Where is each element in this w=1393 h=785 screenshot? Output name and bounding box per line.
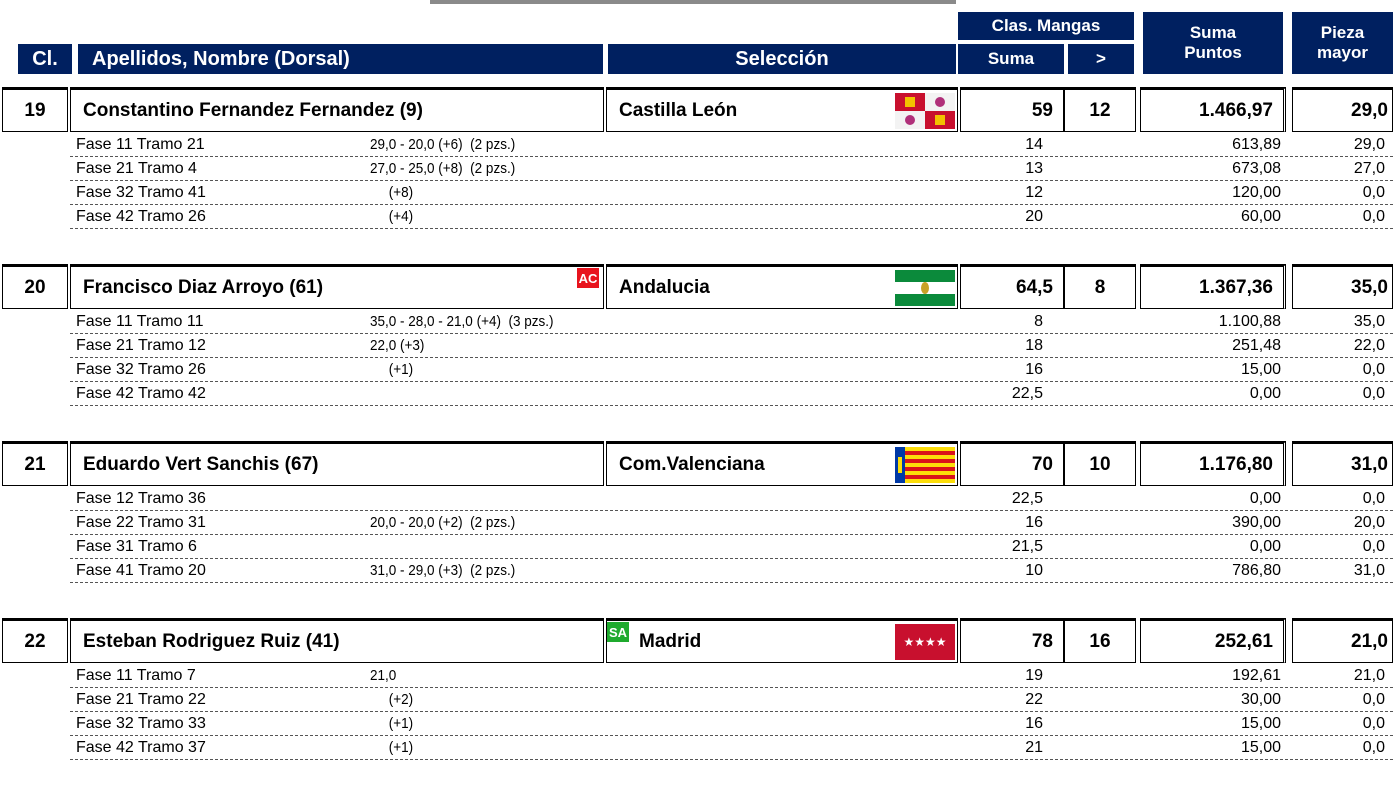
detail-row xyxy=(0,206,1393,229)
dashed-divider xyxy=(70,759,1393,760)
detail-puntos: 613,89 xyxy=(1232,136,1281,153)
competitor-name: Francisco Diaz Arroyo (61) xyxy=(83,276,324,298)
selection-name: Madrid xyxy=(639,630,702,652)
detail-row xyxy=(0,560,1393,583)
puntos-cell xyxy=(1140,618,1286,663)
detail-row xyxy=(0,488,1393,511)
name-cell xyxy=(70,87,604,132)
detail-pieza: 0,0 xyxy=(1362,691,1385,708)
pieza-mayor: 35,0 xyxy=(1351,276,1388,298)
fase-tramo: Fase 21 Tramo 22 xyxy=(76,691,206,708)
suma-puntos: 1.176,80 xyxy=(1199,453,1273,475)
detail-puntos: 15,00 xyxy=(1240,739,1281,756)
gt-cell xyxy=(1064,87,1136,132)
selection-name: Andalucia xyxy=(619,276,710,298)
dashed-divider xyxy=(70,333,1393,334)
dashed-divider xyxy=(70,687,1393,688)
detail-puntos: 1.100,88 xyxy=(1218,313,1281,330)
header-suma: Suma xyxy=(958,44,1064,74)
rank-cell xyxy=(2,441,68,486)
pieces: 29,0 - 20,0 (+6) (2 pzs.) xyxy=(370,136,516,153)
suma: 78 xyxy=(1031,630,1053,652)
detail-suma: 10 xyxy=(1025,562,1043,579)
pieces: (+1) xyxy=(370,361,414,378)
name-cell xyxy=(70,618,604,663)
suma: 64,5 xyxy=(1016,276,1053,298)
pieza-cell xyxy=(1292,264,1393,309)
pieces: 31,0 - 29,0 (+3) (2 pzs.) xyxy=(370,562,516,579)
header-clas-mangas: Clas. Mangas xyxy=(958,12,1134,40)
gt: 8 xyxy=(1094,276,1106,298)
fase-tramo: Fase 32 Tramo 26 xyxy=(76,361,206,378)
detail-suma: 13 xyxy=(1025,160,1043,177)
header-suma-puntos xyxy=(1143,12,1283,74)
detail-suma: 19 xyxy=(1025,667,1043,684)
fase-tramo: Fase 41 Tramo 20 xyxy=(76,562,206,579)
header-suma-puntos-line2: Puntos xyxy=(1184,43,1242,62)
detail-pieza: 29,0 xyxy=(1353,136,1385,153)
dashed-divider xyxy=(70,228,1393,229)
detail-suma: 8 xyxy=(1034,313,1043,330)
detail-puntos: 0,00 xyxy=(1249,490,1281,507)
detail-puntos: 673,08 xyxy=(1232,160,1281,177)
fase-tramo: Fase 12 Tramo 36 xyxy=(76,490,206,507)
top-divider xyxy=(430,0,956,4)
andalucia-flag xyxy=(895,270,955,306)
detail-puntos: 390,00 xyxy=(1232,514,1281,531)
detail-puntos: 15,00 xyxy=(1240,715,1281,732)
detail-row xyxy=(0,134,1393,157)
fase-tramo: Fase 21 Tramo 12 xyxy=(76,337,206,354)
detail-row xyxy=(0,713,1393,736)
dashed-divider xyxy=(70,558,1393,559)
header-pieza-line2: mayor xyxy=(1316,43,1369,62)
competitor-row xyxy=(0,618,1393,663)
detail-pieza: 35,0 xyxy=(1353,313,1385,330)
suma-puntos: 252,61 xyxy=(1214,630,1273,652)
dashed-divider xyxy=(70,534,1393,535)
header-gt: > xyxy=(1068,44,1134,74)
pieces: 35,0 - 28,0 - 21,0 (+4) (3 pzs.) xyxy=(370,313,554,330)
name-cell xyxy=(70,264,604,309)
detail-row xyxy=(0,512,1393,535)
detail-suma: 16 xyxy=(1025,514,1043,531)
fase-tramo: Fase 42 Tramo 26 xyxy=(76,208,206,225)
pieces: 22,0 (+3) xyxy=(370,337,425,354)
detail-pieza: 31,0 xyxy=(1353,562,1385,579)
selection-cell xyxy=(606,618,958,663)
pieces: (+2) xyxy=(370,691,414,708)
competitor-row xyxy=(0,441,1393,486)
rank: 22 xyxy=(24,630,46,652)
selection-name: Castilla León xyxy=(619,99,738,121)
rank: 19 xyxy=(24,99,46,121)
fase-tramo: Fase 42 Tramo 37 xyxy=(76,739,206,756)
pieces: (+1) xyxy=(370,715,414,732)
dashed-divider xyxy=(70,510,1393,511)
detail-suma: 22,5 xyxy=(1011,490,1043,507)
header-seleccion: Selección xyxy=(608,44,956,74)
detail-puntos: 0,00 xyxy=(1249,385,1281,402)
detail-suma: 12 xyxy=(1025,184,1043,201)
puntos-cell xyxy=(1140,264,1286,309)
detail-row xyxy=(0,737,1393,760)
competitor-row xyxy=(0,87,1393,132)
competitor-name: Constantino Fernandez Fernandez (9) xyxy=(83,99,423,121)
detail-pieza: 0,0 xyxy=(1362,208,1385,225)
dashed-divider xyxy=(70,711,1393,712)
gt: 12 xyxy=(1089,99,1111,121)
header-cl: Cl. xyxy=(18,44,72,74)
puntos-cell xyxy=(1140,441,1286,486)
fase-tramo: Fase 11 Tramo 21 xyxy=(76,136,205,153)
selection-cell xyxy=(606,264,958,309)
suma-puntos: 1.367,36 xyxy=(1199,276,1273,298)
suma: 70 xyxy=(1031,453,1053,475)
suma: 59 xyxy=(1031,99,1053,121)
detail-suma: 20 xyxy=(1025,208,1043,225)
rank: 21 xyxy=(24,453,46,475)
detail-puntos: 15,00 xyxy=(1240,361,1281,378)
detail-puntos: 192,61 xyxy=(1232,667,1281,684)
header-pieza-line1: Pieza xyxy=(1320,23,1365,42)
detail-suma: 22 xyxy=(1025,691,1043,708)
pieces: 20,0 - 20,0 (+2) (2 pzs.) xyxy=(370,514,516,531)
detail-puntos: 60,00 xyxy=(1240,208,1281,225)
pieza-cell xyxy=(1292,618,1393,663)
dashed-divider xyxy=(70,357,1393,358)
detail-row xyxy=(0,158,1393,181)
detail-pieza: 0,0 xyxy=(1362,385,1385,402)
detail-row xyxy=(0,383,1393,406)
svg-text:★★★★: ★★★★ xyxy=(903,635,947,649)
pieza-cell xyxy=(1292,87,1393,132)
detail-pieza: 22,0 xyxy=(1353,337,1385,354)
rank: 20 xyxy=(24,276,46,298)
fase-tramo: Fase 32 Tramo 41 xyxy=(76,184,206,201)
dashed-divider xyxy=(70,156,1393,157)
competitor-name: Esteban Rodriguez Ruiz (41) xyxy=(83,630,340,652)
detail-pieza: 27,0 xyxy=(1353,160,1385,177)
puntos-cell xyxy=(1140,87,1286,132)
detail-puntos: 30,00 xyxy=(1240,691,1281,708)
pieces: (+4) xyxy=(370,208,414,225)
suma-cell xyxy=(960,264,1064,309)
rank-cell xyxy=(2,618,68,663)
gt: 10 xyxy=(1089,453,1111,475)
header-suma-puntos-line1: Suma xyxy=(1189,23,1237,42)
detail-pieza: 0,0 xyxy=(1362,715,1385,732)
suma-cell xyxy=(960,618,1064,663)
detail-puntos: 251,48 xyxy=(1232,337,1281,354)
fase-tramo: Fase 21 Tramo 4 xyxy=(76,160,197,177)
detail-row xyxy=(0,536,1393,559)
suma-cell xyxy=(960,441,1064,486)
header-name: Apellidos, Nombre (Dorsal) xyxy=(78,44,603,74)
detail-pieza: 0,0 xyxy=(1362,538,1385,555)
pieza-cell xyxy=(1292,441,1393,486)
detail-suma: 18 xyxy=(1025,337,1043,354)
detail-pieza: 21,0 xyxy=(1353,667,1385,684)
fase-tramo: Fase 11 Tramo 11 xyxy=(76,313,204,330)
competitor-name: Eduardo Vert Sanchis (67) xyxy=(83,453,319,475)
pieces: 21,0 xyxy=(370,667,397,684)
detail-row xyxy=(0,311,1393,334)
detail-pieza: 20,0 xyxy=(1353,514,1385,531)
detail-pieza: 0,0 xyxy=(1362,184,1385,201)
gt-cell xyxy=(1064,441,1136,486)
detail-suma: 21 xyxy=(1025,739,1043,756)
detail-suma: 21,5 xyxy=(1011,538,1043,555)
detail-row xyxy=(0,665,1393,688)
suma-cell xyxy=(960,87,1064,132)
detail-row xyxy=(0,182,1393,205)
pieces: (+1) xyxy=(370,739,414,756)
detail-suma: 16 xyxy=(1025,715,1043,732)
detail-suma: 14 xyxy=(1025,136,1043,153)
dashed-divider xyxy=(70,381,1393,382)
header-pieza-mayor xyxy=(1292,12,1393,74)
fase-tramo: Fase 31 Tramo 6 xyxy=(76,538,197,555)
detail-pieza: 0,0 xyxy=(1362,739,1385,756)
rank-cell xyxy=(2,264,68,309)
dashed-divider xyxy=(70,180,1393,181)
valenciana-flag xyxy=(895,447,955,483)
gt-cell xyxy=(1064,618,1136,663)
detail-puntos: 120,00 xyxy=(1232,184,1281,201)
fase-tramo: Fase 22 Tramo 31 xyxy=(76,514,206,531)
competitor-row xyxy=(0,264,1393,309)
pieza-mayor: 21,0 xyxy=(1351,630,1388,652)
fase-tramo: Fase 11 Tramo 7 xyxy=(76,667,196,684)
category-badge: SA xyxy=(607,622,629,642)
dashed-divider xyxy=(70,405,1393,406)
dashed-divider xyxy=(70,735,1393,736)
rank-cell xyxy=(2,87,68,132)
pieza-mayor: 29,0 xyxy=(1351,99,1388,121)
selection-cell xyxy=(606,87,958,132)
detail-pieza: 0,0 xyxy=(1362,361,1385,378)
detail-puntos: 0,00 xyxy=(1249,538,1281,555)
detail-pieza: 0,0 xyxy=(1362,490,1385,507)
detail-row xyxy=(0,689,1393,712)
castilla-leon-flag xyxy=(895,93,955,129)
suma-puntos: 1.466,97 xyxy=(1199,99,1273,121)
gt: 16 xyxy=(1089,630,1111,652)
detail-suma: 16 xyxy=(1025,361,1043,378)
gt-cell xyxy=(1064,264,1136,309)
name-cell xyxy=(70,441,604,486)
detail-row xyxy=(0,359,1393,382)
selection-cell xyxy=(606,441,958,486)
madrid-flag xyxy=(895,624,955,660)
pieces: (+8) xyxy=(370,184,414,201)
detail-row xyxy=(0,335,1393,358)
selection-name: Com.Valenciana xyxy=(619,453,765,475)
dashed-divider xyxy=(70,204,1393,205)
detail-puntos: 786,80 xyxy=(1232,562,1281,579)
pieces: 27,0 - 25,0 (+8) (2 pzs.) xyxy=(370,160,516,177)
pieza-mayor: 31,0 xyxy=(1351,453,1388,475)
detail-suma: 22,5 xyxy=(1011,385,1043,402)
category-badge: AC xyxy=(577,268,599,288)
fase-tramo: Fase 32 Tramo 33 xyxy=(76,715,206,732)
dashed-divider xyxy=(70,582,1393,583)
fase-tramo: Fase 42 Tramo 42 xyxy=(76,385,206,402)
